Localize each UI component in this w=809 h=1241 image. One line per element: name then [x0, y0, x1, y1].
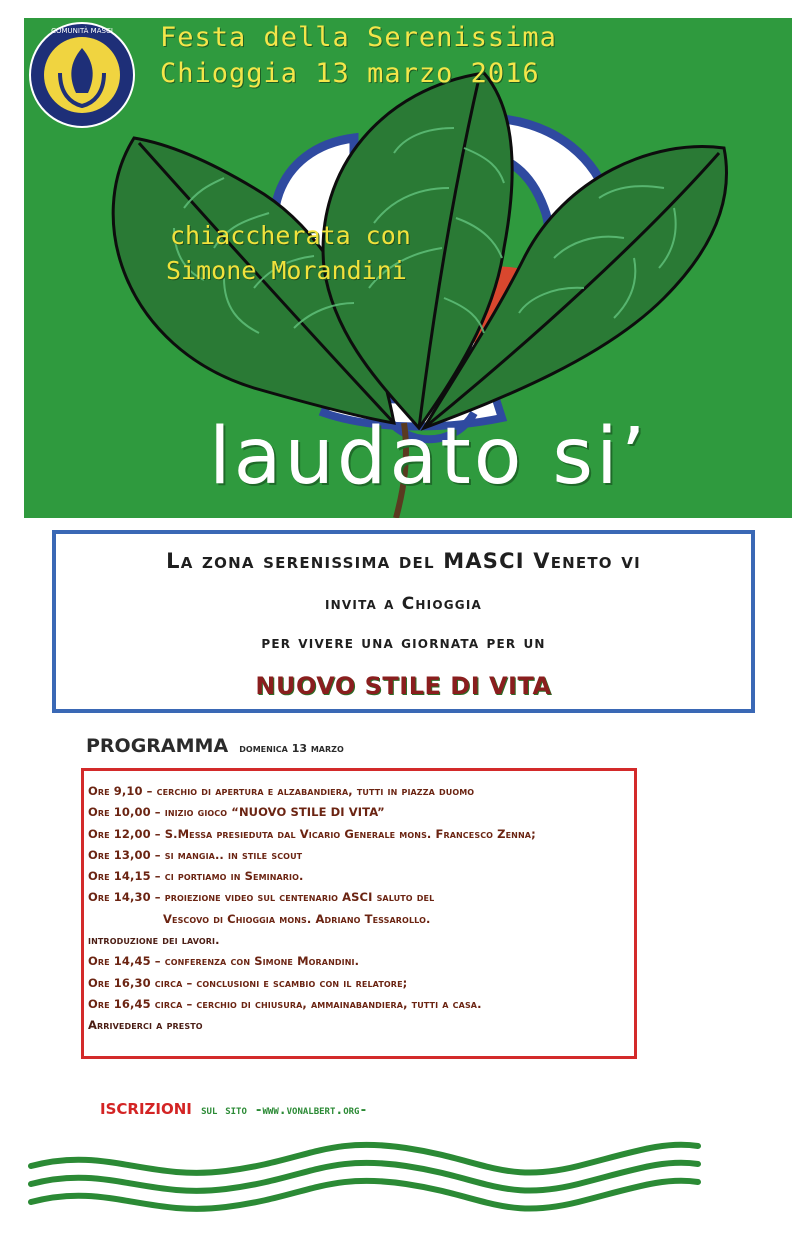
chiacchierata-line-2: Simone Morandini [166, 256, 407, 285]
programma-title: PROGRAMMA [86, 735, 229, 757]
programma-item: Ore 16,45 circa – cerchio di chiusura, ammainabandiera, tutti a casa. [88, 996, 482, 1011]
programma-subtitle: domenica 13 marzo [239, 742, 344, 755]
programma-item: Ore 14,45 – conferenza con Simone Morandini. [88, 954, 360, 969]
masci-zona-serenissima-logo [30, 23, 134, 127]
banner [24, 18, 792, 518]
programma-box [81, 768, 637, 1059]
programma-item: Arrivederci a presto [88, 1018, 203, 1033]
festa-date: Chioggia 13 marzo 2016 [160, 58, 540, 89]
logo-text: COMUNITÀ MASCI [51, 27, 113, 35]
iscrizioni-website-link[interactable]: sul sito -www.vonalbert.org- [201, 1103, 368, 1118]
programma-item: Ore 13,00 – si mangia.. in stile scout [88, 847, 303, 862]
chiacchierata-line-1: chiaccherata con [170, 221, 411, 250]
programma-item: Vescovo di Chioggia mons. Adriano Tessarollo. [163, 911, 431, 926]
invite-line-1: La zona serenissima del MASCI Veneto vi [166, 549, 641, 573]
programma-item: Ore 9,10 – cerchio di apertura e alzabandiera, tutti in piazza duomo [88, 784, 475, 798]
invite-line-2: invita a Chioggia [325, 594, 482, 614]
iscrizioni-keyword: ISCRIZIONI [100, 1100, 192, 1118]
programma-item: Ore 14,30 – proiezione video sul centenario ASCI saluto del [88, 890, 435, 905]
programma-item: Ore 12,00 – S.Messa presieduta dal Vicario Generale mons. Francesco Zenna; [88, 826, 536, 841]
programma-heading [86, 735, 344, 757]
programma-item: Ore 14,15 – ci portiamo in Seminario. [88, 869, 304, 884]
programma-item: Ore 10,00 – inizio gioco “NUOVO STILE DI VITA” [88, 805, 385, 820]
invite-box [52, 530, 755, 713]
programma-item: Ore 16,30 circa – conclusioni e scambio con il relatore; [88, 975, 408, 990]
invite-headline: NUOVO STILE DI VITA [255, 672, 552, 700]
programma-item: introduzione dei lavori. [88, 933, 220, 948]
invite-line-3: per vivere una giornata per un [261, 633, 546, 653]
programma-list [88, 781, 536, 1037]
wave-decoration-icon [26, 1126, 706, 1216]
laudato-si-title: laudato si’ [209, 412, 649, 502]
festa-title: Festa della Serenissima [160, 22, 557, 53]
iscrizioni-line [100, 1100, 367, 1118]
